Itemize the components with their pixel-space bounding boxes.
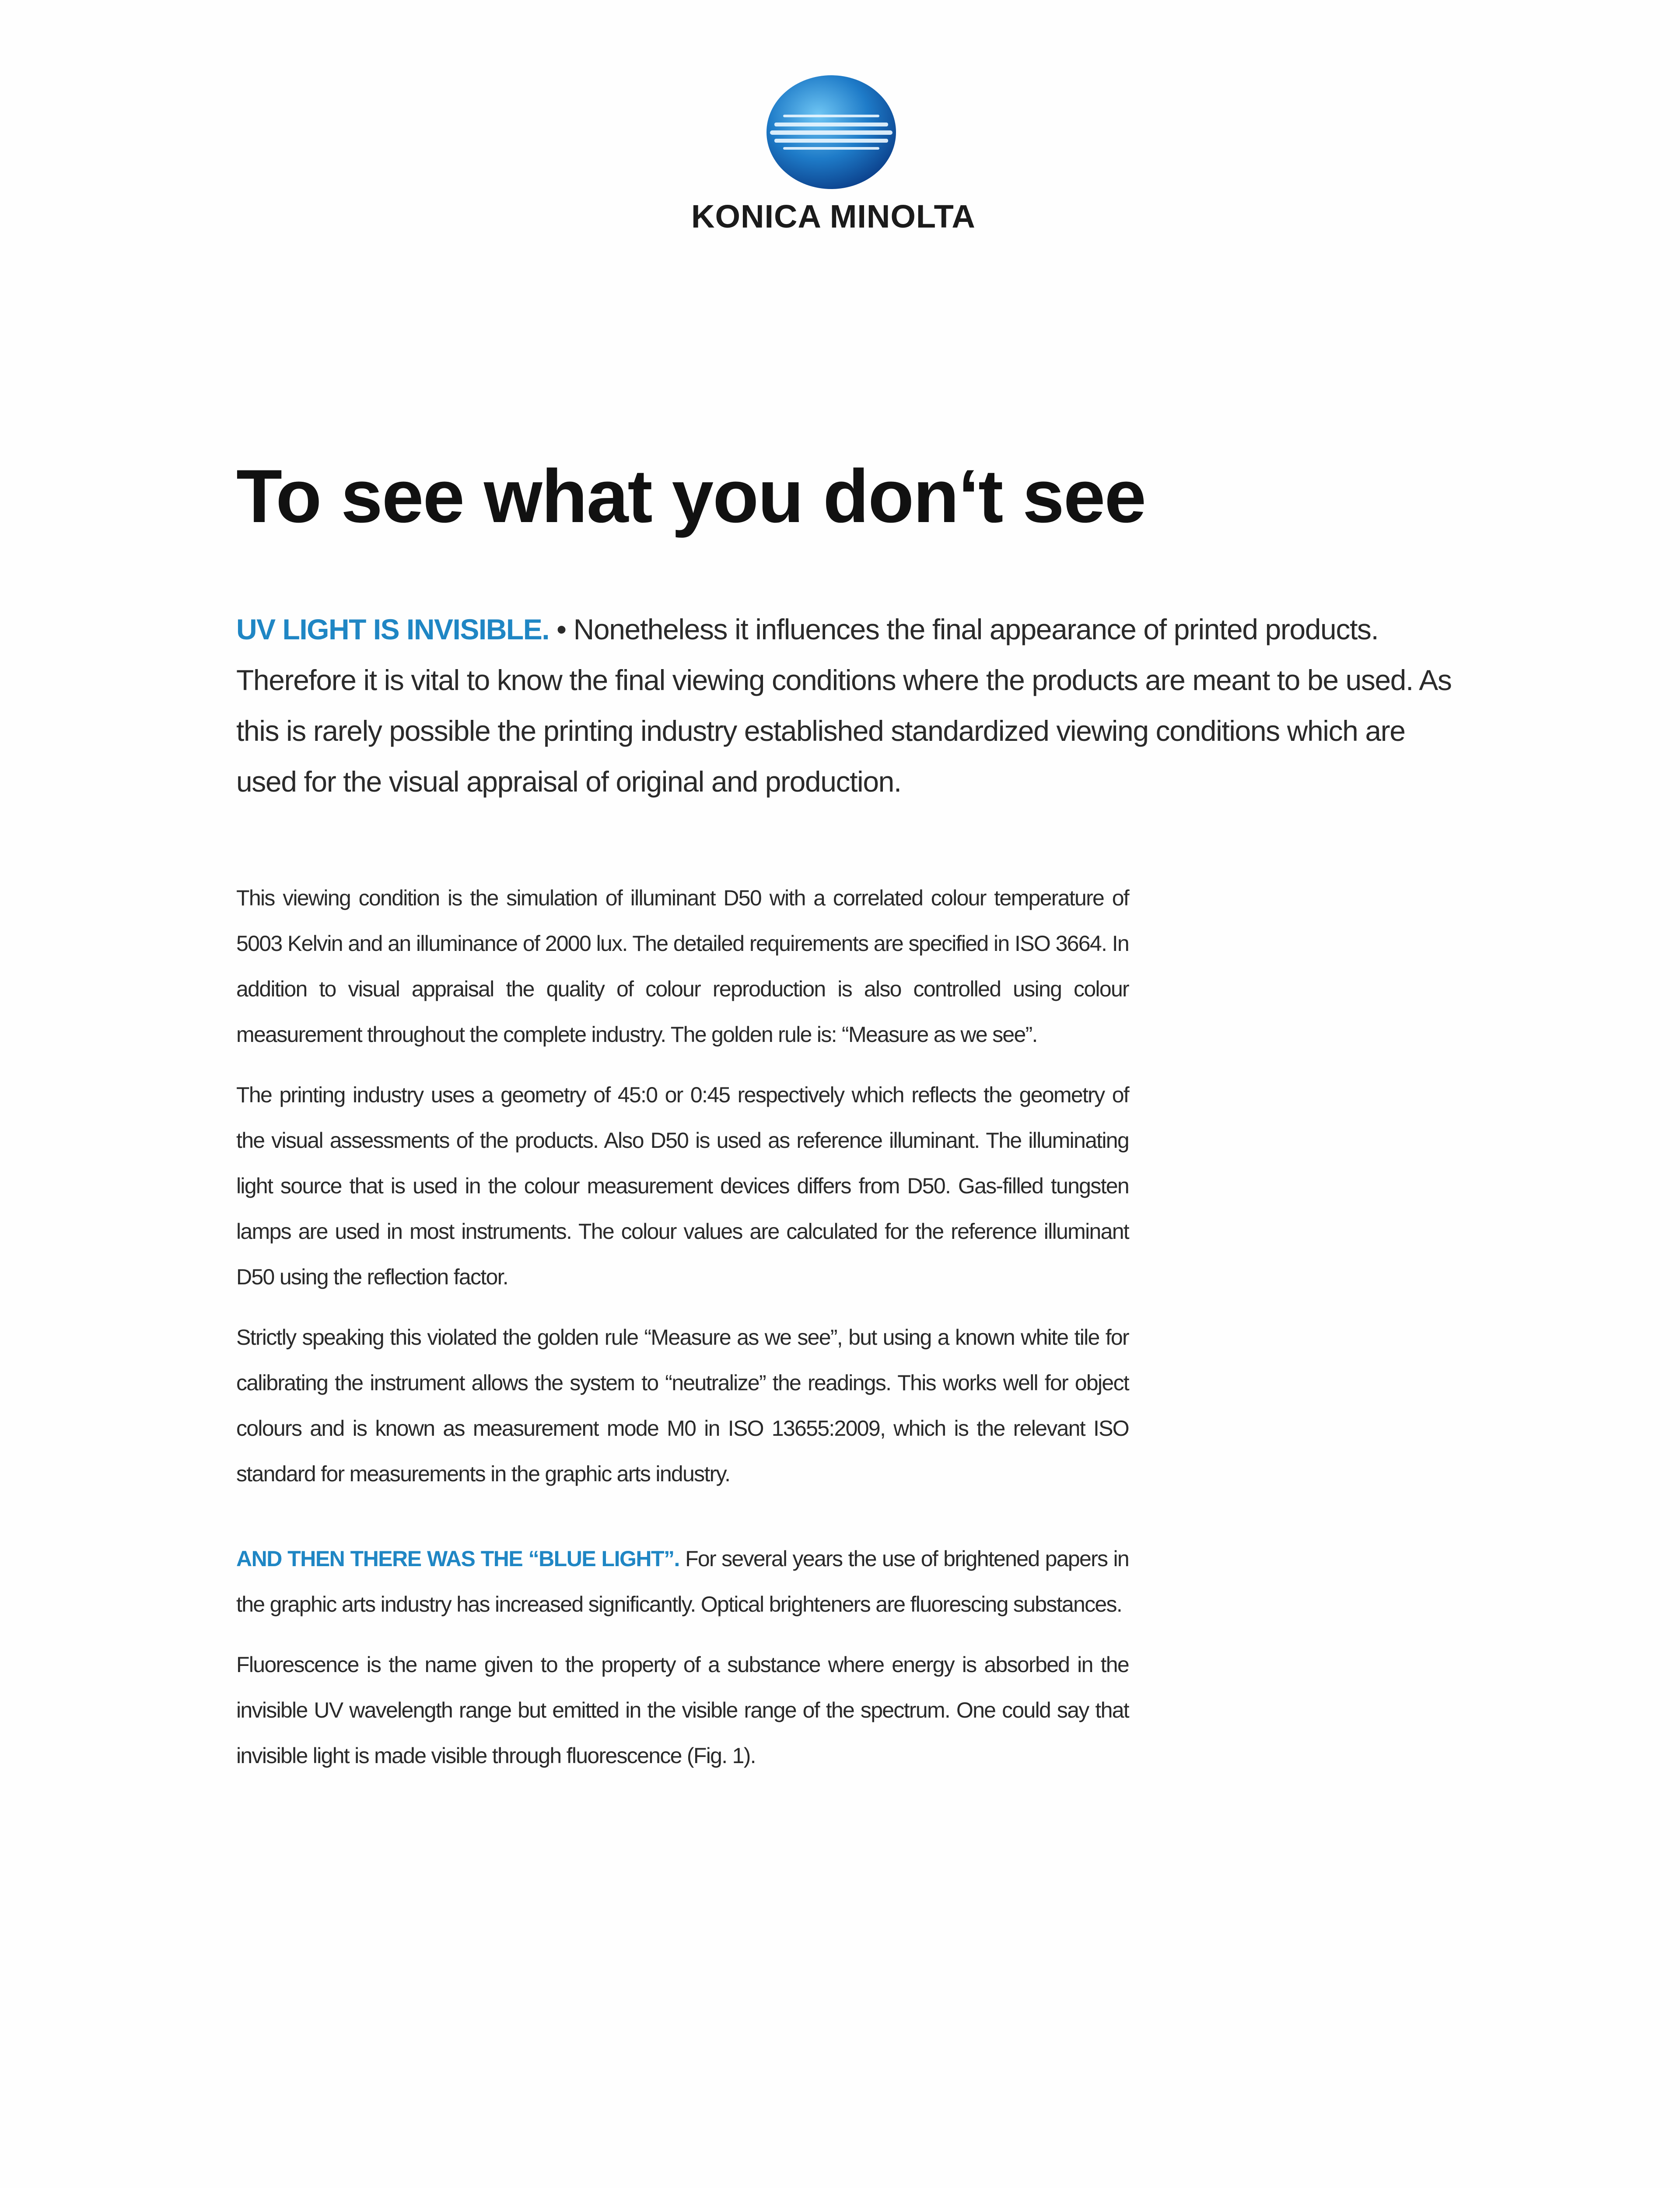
- intro-text: • Nonetheless it influences the final appearance of printed products. Therefore it is vital to know the final viewing conditions where the products are meant to be used. As this is rarely possible the printing industry established standardized viewing conditions which are used for the visual appraisal of original and production.: [236, 613, 1452, 798]
- brand-logo: [691, 74, 976, 235]
- page-title: To see what you don‘t see: [236, 454, 1146, 538]
- body-paragraph-fluorescence: Fluorescence is the name given to the property of a substance where energy is absorbed in the invisible UV wavelength range but emitted in the visible range of the spectrum. One could say that invisible light is made visible through fluorescence (Fig. 1).: [236, 1652, 1129, 1768]
- body-paragraph-2: The printing industry uses a geometry of 45:0 or 0:45 respectively which reflects the geometry of the visual assessments of the products. Also D50 is used as reference illuminant. The illuminating light source that is used in the colour measurement devices differs from D50. Gas-filled tungsten lamps are used in most instruments. The colour values are calculated for the reference illuminant D50 using the reflection factor.: [236, 1083, 1129, 1289]
- body-paragraph-3: Strictly speaking this violated the golden rule “Measure as we see”, but using a known white tile for calibrating the instrument allows the system to “neutralize” the readings. This works well for object colours and is known as measurement mode M0 in ISO 13655:2009, which is the relevant ISO standard for measurements in the graphic arts industry.: [236, 1325, 1129, 1486]
- body-column: [236, 875, 1129, 1793]
- intro-paragraph: [236, 604, 1452, 807]
- section-blue-light-text: For several years the use of brightened papers in the graphic arts industry has increased significantly. Optical brighteners are fluorescing substances.: [236, 1546, 1129, 1616]
- globe-icon: [766, 74, 897, 190]
- intro-lead: UV LIGHT IS INVISIBLE.: [236, 613, 550, 645]
- section-blue-light-lead: AND THEN THERE WAS THE “BLUE LIGHT”.: [236, 1546, 679, 1571]
- brand-wordmark: KONICA MINOLTA: [691, 198, 976, 235]
- section-blue-light-paragraph: [236, 1536, 1129, 1627]
- body-paragraph-1: This viewing condition is the simulation of illuminant D50 with a correlated colour temperature of 5003 Kelvin and an illuminance of 2000 lux. The detailed requirements are specified in ISO 3664. In addition to visual appraisal the quality of colour reproduction is also controlled using colour measurement throughout the complete industry. The golden rule is: “Measure as we see”.: [236, 886, 1129, 1047]
